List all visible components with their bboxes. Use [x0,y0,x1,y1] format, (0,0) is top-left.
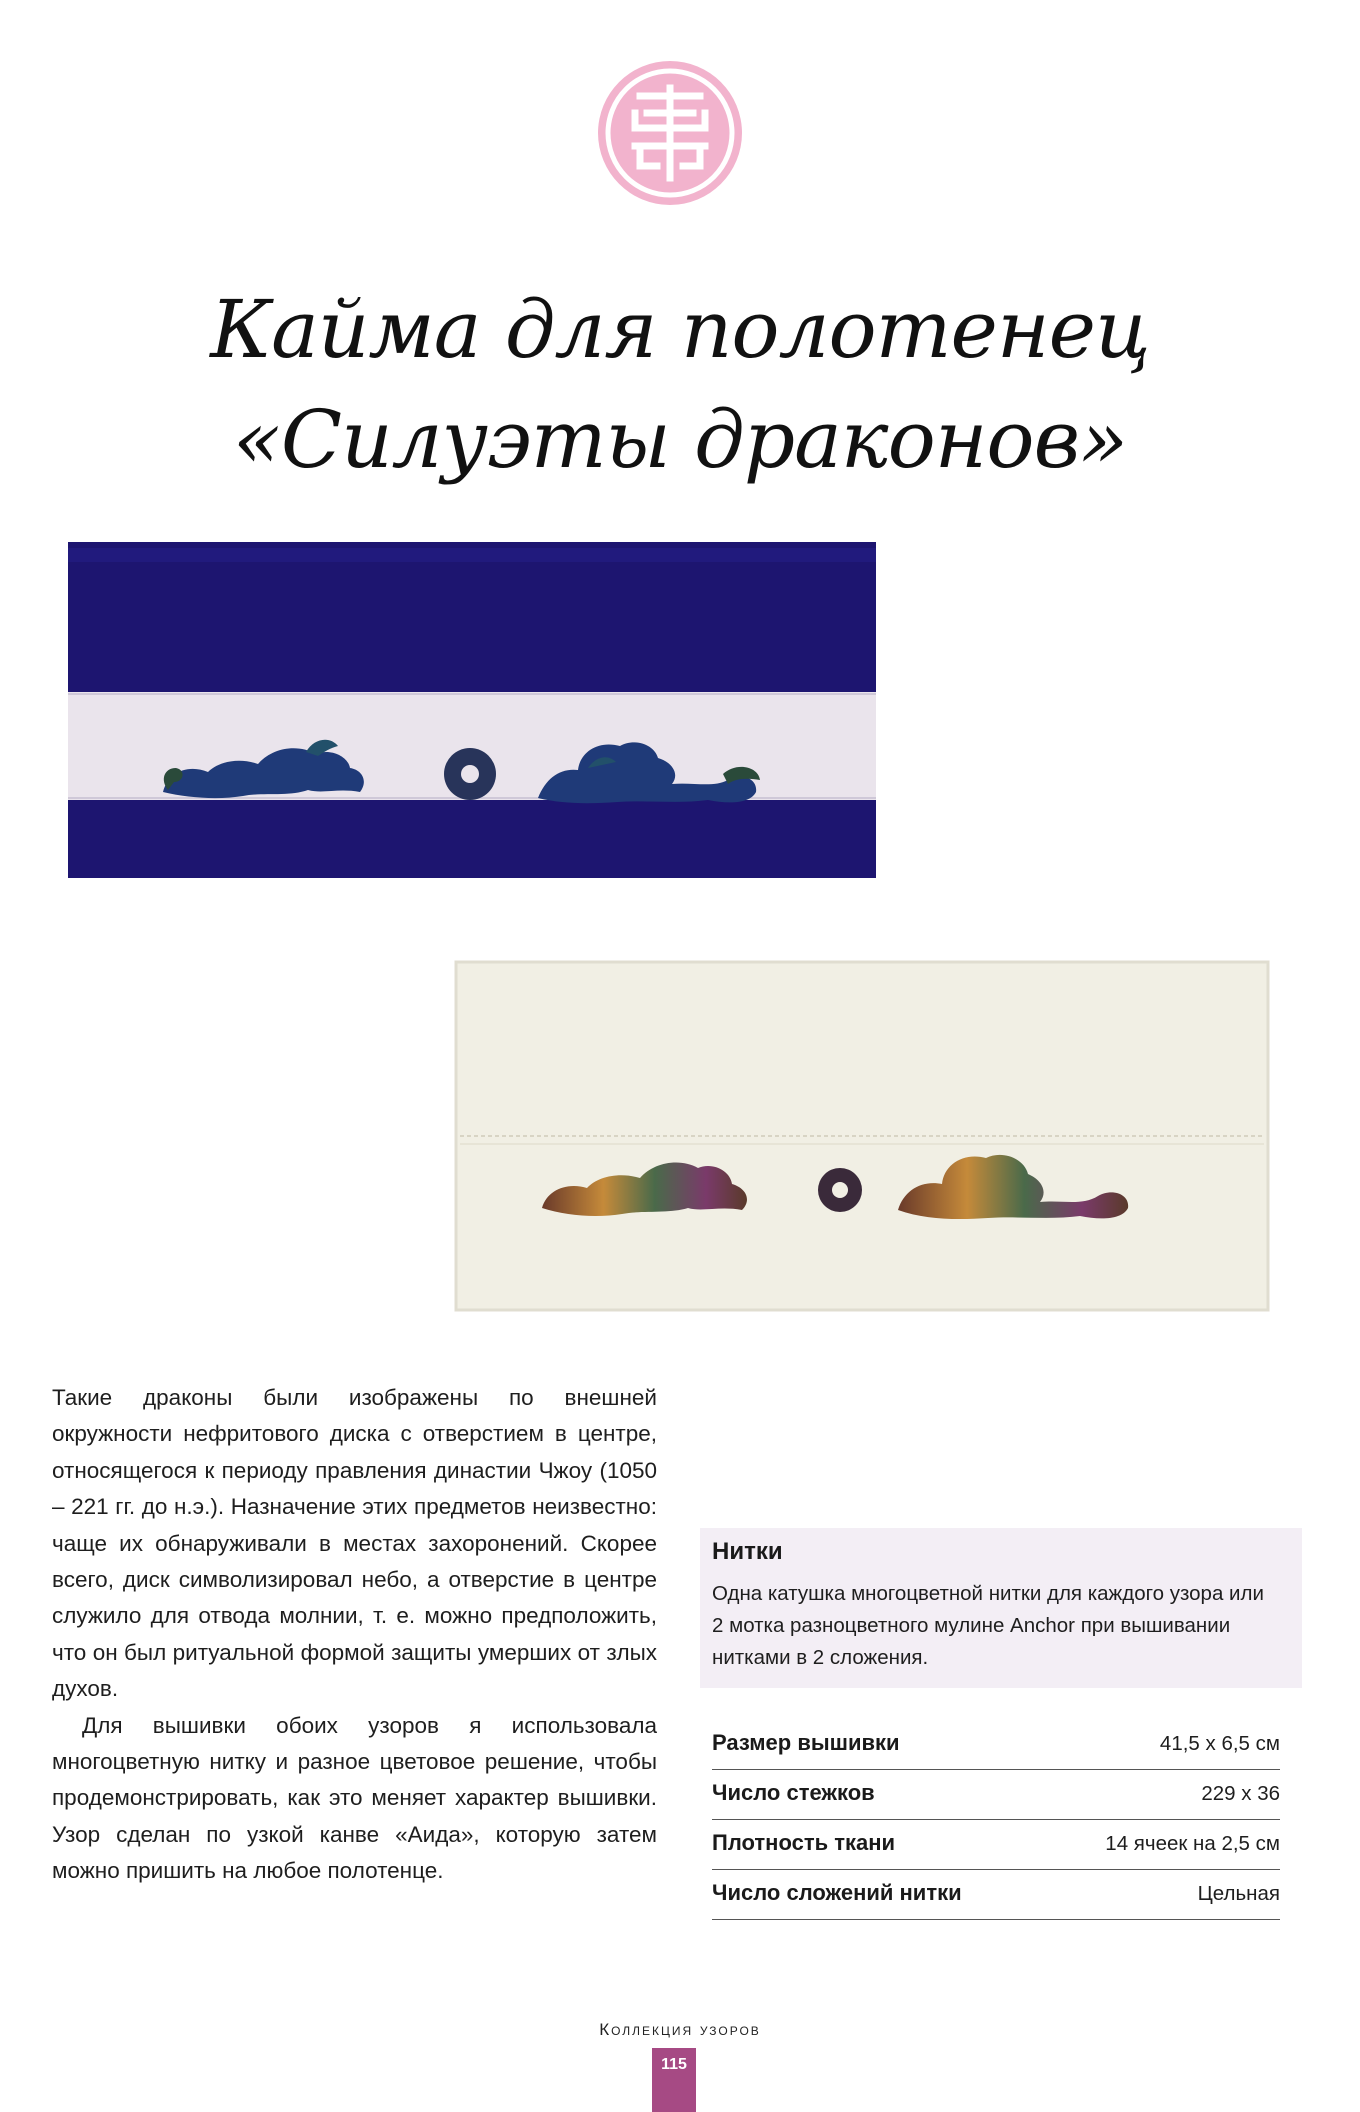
spec-row-fabric-density [712,1820,1280,1870]
spec-row-stitches [712,1770,1280,1820]
spec-value: 229 х 36 [1201,1782,1280,1805]
cream-towel-photo [452,958,1272,1314]
spec-value: 41,5 х 6,5 см [1159,1732,1280,1755]
body-text [52,1380,657,1890]
page-number: 115 [661,2056,687,2073]
page-title-line-2: «Силуэты драконов» [232,393,1128,486]
specs-table [712,1720,1280,1920]
spec-row-size [712,1720,1280,1770]
spec-value: 14 ячеек на 2,5 см [1105,1832,1280,1855]
spec-label: Плотность ткани [712,1830,896,1855]
page-title-line-1: Кайма для полотенец [210,283,1150,376]
spec-row-thread-strands [712,1870,1280,1920]
body-paragraph-2: Для вышивки обоих узоров я использовала многоцветную нитку и разное цветовое решение, чтобы продемонстрировать, как это меняет характер вышивки. Узор сделан по узкой канве «Аида», которую затем можно пришить на любое полотенце. [52,1712,657,1884]
spec-label: Размер вышивки [712,1730,900,1755]
body-paragraph-1: Такие драконы были изображены по внешней окружности нефритового диска с отверстием в центре, относящегося к периоду правления династии Чжоу (1050 – 221 гг. до н.э.). Назначение этих предметов неизвестно: чаще их обнаруживали в местах захоронений. Скорее всего, диск символизировал небо, а отверстие в центре служило для отвода молнии, т. е. можно предположить, что он был ритуальной формой защиты умерших от злых духов. [52,1385,657,1702]
shou-longevity-emblem-icon [595,58,745,208]
threads-text: Одна катушка многоцветной нитки для каждого узора или 2 мотка разноцветного мулине Anchor при вышивании нитками в 2 сложения. [712,1582,1264,1669]
threads-heading: Нитки [712,1538,783,1565]
spec-label: Число стежков [712,1780,875,1805]
spec-value: Цельная [1197,1882,1280,1905]
spec-label: Число сложений нитки [712,1880,962,1905]
navy-towel-photo [68,542,876,878]
footer-collection-title: Коллекция узоров [599,2020,761,2039]
